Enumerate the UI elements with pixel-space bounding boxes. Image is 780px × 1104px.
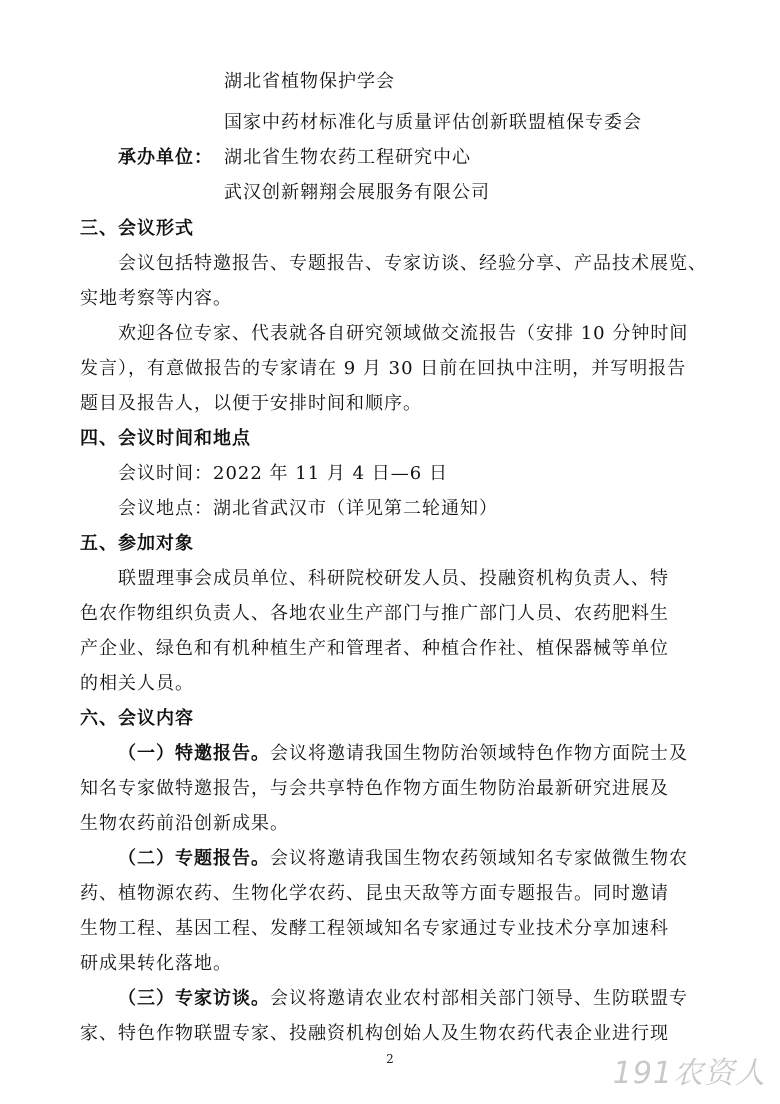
- host-line: 湖北省生物农药工程研究中心: [224, 147, 471, 168]
- item-label: （一）特邀报告。: [118, 743, 270, 764]
- paragraph-line: 研成果转化落地。: [80, 953, 232, 974]
- paragraph-line: 欢迎各位专家、代表就各自研究领域做交流报告（安排 10 分钟时间: [118, 323, 689, 344]
- item-text: 会议将邀请我国生物农药领域知名专家做微生物农: [270, 848, 688, 869]
- item-text: 会议将邀请我国生物防治领域特色作物方面院士及: [270, 743, 688, 764]
- item-label: （三）专家访谈。: [118, 988, 270, 1009]
- paragraph-line: 实地考察等内容。: [80, 288, 232, 309]
- watermark-logo: 191农资人: [612, 1056, 766, 1091]
- host-label: 承办单位：: [118, 147, 213, 168]
- page-number: 2: [386, 1052, 394, 1066]
- paragraph-line: 发言），有意做报告的专家请在 9 月 30 日前在回执中注明，并写明报告: [80, 358, 687, 379]
- content-item-first-line: [118, 742, 688, 766]
- organizer-line: 湖北省植物保护学会: [224, 71, 395, 92]
- paragraph-line: 的相关人员。: [80, 673, 194, 694]
- organizer-line: 国家中药材标准化与质量评估创新联盟植保专委会: [224, 112, 642, 133]
- paragraph-line: 生物农药前沿创新成果。: [80, 813, 289, 834]
- section-heading: 三、会议形式: [80, 218, 194, 239]
- paragraph-line: 生物工程、基因工程、发酵工程领域知名专家通过专业技术分享加速科: [80, 918, 669, 939]
- section-heading: 四、会议时间和地点: [80, 428, 251, 449]
- paragraph-line: 知名专家做特邀报告，与会共享特色作物方面生物防治最新研究进展及: [80, 778, 669, 799]
- meeting-time: 会议时间：2022 年 11 月 4 日—6 日: [118, 463, 448, 484]
- item-text: 会议将邀请农业农村部相关部门领导、生防联盟专: [270, 988, 688, 1009]
- section-heading: 五、参加对象: [80, 533, 194, 554]
- section-heading: 六、会议内容: [80, 708, 194, 729]
- paragraph-line: 产企业、绿色和有机种植生产和管理者、种植合作社、植保器械等单位: [80, 638, 669, 659]
- meeting-place: 会议地点：湖北省武汉市（详见第二轮通知）: [118, 498, 498, 519]
- content-item-first-line: [118, 847, 688, 871]
- host-line: 武汉创新翱翔会展服务有限公司: [224, 182, 490, 203]
- paragraph-line: 色农作物组织负责人、各地农业生产部门与推广部门人员、农药肥料生: [80, 603, 669, 624]
- paragraph-line: 联盟理事会成员单位、科研院校研发人员、投融资机构负责人、特: [118, 568, 669, 589]
- paragraph-line: 题目及报告人，以便于安排时间和顺序。: [80, 393, 422, 414]
- paragraph-line: 药、植物源农药、生物化学农药、昆虫天敌等方面专题报告。同时邀请: [80, 883, 669, 904]
- item-label: （二）专题报告。: [118, 848, 270, 869]
- content-item-first-line: [118, 987, 688, 1011]
- paragraph-line: 家、特色作物联盟专家、投融资机构创始人及生物农药代表企业进行现: [80, 1023, 669, 1044]
- paragraph-line: 会议包括特邀报告、专题报告、专家访谈、经验分享、产品技术展览、: [118, 253, 707, 274]
